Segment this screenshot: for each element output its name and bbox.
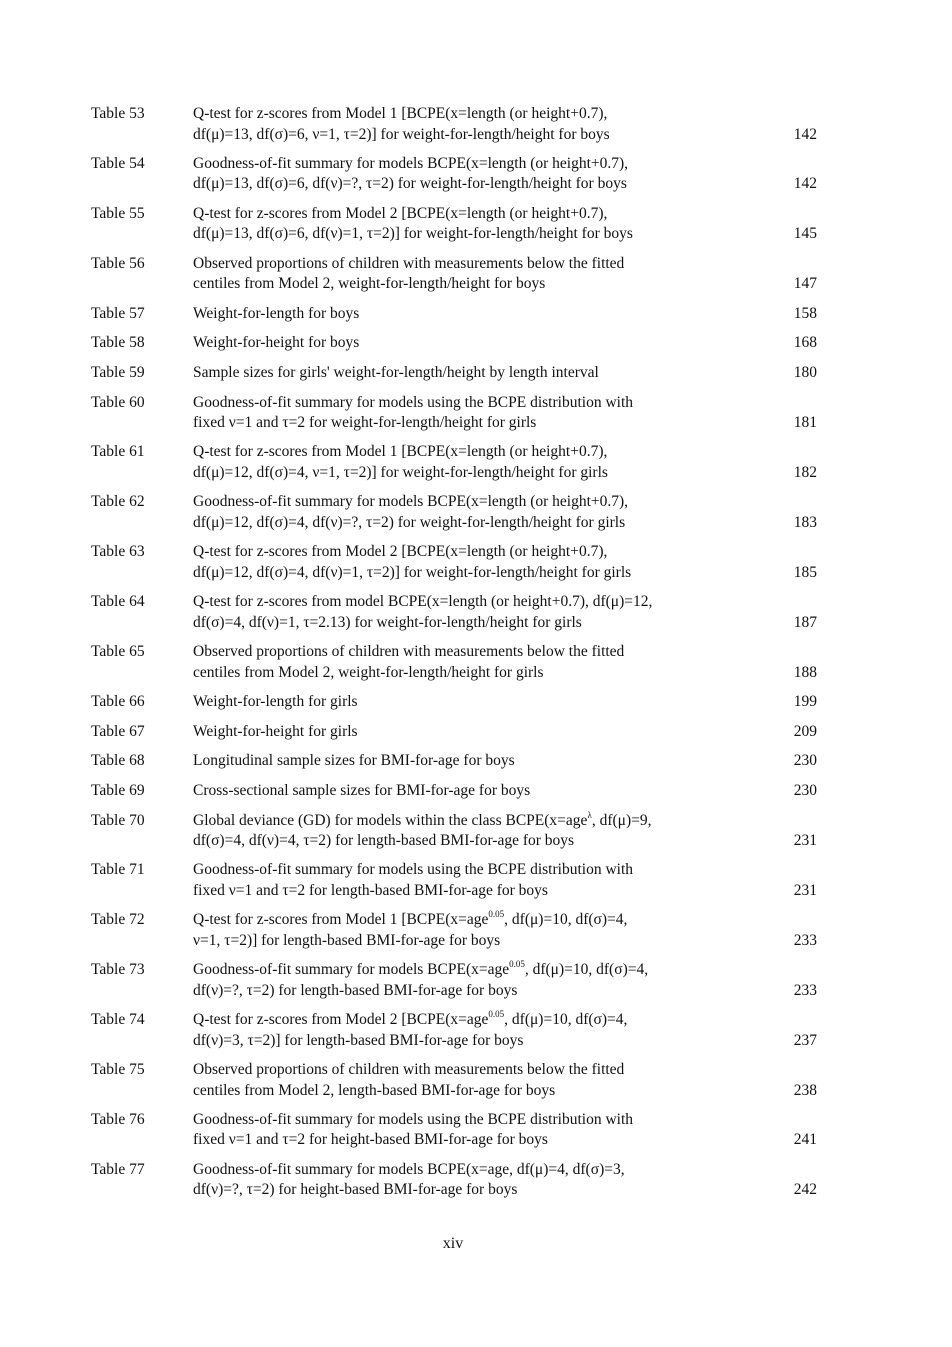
table-title bbox=[193, 333, 753, 354]
table-title-line: Weight-for-height for girls bbox=[193, 722, 358, 740]
toc-entry bbox=[91, 304, 831, 325]
table-title-line: Goodness-of-fit summary for models using the BCPE distribution with bbox=[193, 393, 634, 411]
table-title bbox=[193, 254, 753, 295]
toc-entry bbox=[91, 910, 831, 951]
table-title bbox=[193, 860, 753, 901]
toc-entry bbox=[91, 442, 831, 483]
table-title-line: Goodness-of-fit summary for models BCPE(x=length (or height+0.7), bbox=[193, 154, 629, 172]
table-title-line: fixed ν=1 and τ=2 for weight-for-length/height for girls bbox=[193, 414, 537, 432]
table-label: Table 71 bbox=[91, 861, 145, 879]
table-title-line: Longitudinal sample sizes for BMI-for-age for boys bbox=[193, 752, 515, 770]
page-reference: 180 bbox=[793, 363, 817, 381]
toc-entry bbox=[91, 1110, 831, 1151]
page-reference: 181 bbox=[793, 414, 817, 432]
page-reference: 187 bbox=[793, 613, 817, 631]
table-title bbox=[193, 1160, 753, 1201]
table-label: Table 74 bbox=[91, 1011, 145, 1029]
table-title bbox=[193, 363, 753, 384]
table-label: Table 77 bbox=[91, 1160, 145, 1178]
page-reference: 238 bbox=[793, 1081, 817, 1099]
table-title-line: df(ν)=?, τ=2) for length-based BMI-for-age for boys bbox=[193, 981, 518, 999]
toc-entry bbox=[91, 1160, 831, 1201]
table-title bbox=[193, 1110, 753, 1151]
table-label: Table 67 bbox=[91, 722, 145, 740]
table-label: Table 59 bbox=[91, 363, 145, 381]
page-reference: 182 bbox=[793, 464, 817, 482]
page-reference: 168 bbox=[793, 334, 817, 352]
table-title-line: df(μ)=12, df(σ)=4, df(ν)=?, τ=2) for weight-for-length/height for girls bbox=[193, 513, 626, 531]
table-title-line: fixed ν=1 and τ=2 for length-based BMI-for-age for boys bbox=[193, 882, 548, 900]
table-title-line: df(μ)=12, df(σ)=4, ν=1, τ=2)] for weight-for-length/height for girls bbox=[193, 464, 608, 482]
page-reference: 233 bbox=[793, 931, 817, 949]
toc-entry bbox=[91, 492, 831, 533]
table-label: Table 60 bbox=[91, 393, 145, 411]
page-reference: 142 bbox=[793, 125, 817, 143]
table-title-line: Q-test for z-scores from Model 2 [BCPE(x=length (or height+0.7), bbox=[193, 204, 608, 222]
toc-entry bbox=[91, 751, 831, 772]
table-title-line: Goodness-of-fit summary for models BCPE(x=length (or height+0.7), bbox=[193, 493, 629, 511]
toc-entry bbox=[91, 860, 831, 901]
table-label: Table 63 bbox=[91, 543, 145, 561]
toc-entry bbox=[91, 811, 831, 852]
table-label: Table 68 bbox=[91, 752, 145, 770]
table-title bbox=[193, 1060, 753, 1101]
page-reference: 147 bbox=[793, 275, 817, 293]
page-reference: 230 bbox=[793, 752, 817, 770]
table-title-line: Goodness-of-fit summary for models BCPE(x=age, df(μ)=4, df(σ)=3, bbox=[193, 1160, 625, 1178]
table-label: Table 73 bbox=[91, 961, 145, 979]
table-title-line: Weight-for-height for boys bbox=[193, 334, 360, 352]
table-title bbox=[193, 542, 753, 583]
table-title-line: Global deviance (GD) for models within the class BCPE(x=age$^\lambda$, df(μ)=9, bbox=[193, 809, 652, 829]
table-title-line: df(μ)=13, df(σ)=6, df(ν)=1, τ=2)] for weight-for-length/height for boys bbox=[193, 225, 633, 243]
table-title bbox=[193, 204, 753, 245]
table-title bbox=[193, 722, 753, 743]
table-title-line: df(μ)=13, df(σ)=6, ν=1, τ=2)] for weight-for-length/height for boys bbox=[193, 125, 610, 143]
page-reference: 183 bbox=[793, 513, 817, 531]
table-label: Table 64 bbox=[91, 593, 145, 611]
table-title bbox=[193, 492, 753, 533]
table-title-line: Goodness-of-fit summary for models using the BCPE distribution with bbox=[193, 1110, 634, 1128]
table-title-line: Observed proportions of children with measurements below the fitted bbox=[193, 254, 625, 272]
table-title-line: fixed ν=1 and τ=2 for height-based BMI-for-age for boys bbox=[193, 1131, 548, 1149]
table-title-line: Q-test for z-scores from model BCPE(x=length (or height+0.7), df(μ)=12, bbox=[193, 593, 653, 611]
table-title-line: ν=1, τ=2)] for length-based BMI-for-age for boys bbox=[193, 931, 501, 949]
toc-entry bbox=[91, 154, 831, 195]
toc-entry bbox=[91, 363, 831, 384]
table-title-line: Weight-for-length for girls bbox=[193, 692, 358, 710]
table-title bbox=[193, 393, 753, 434]
table-label: Table 58 bbox=[91, 334, 145, 352]
table-title-line: Q-test for z-scores from Model 1 [BCPE(x=age$^{0.05}$, df(μ)=10, df(σ)=4, bbox=[193, 909, 628, 929]
table-label: Table 66 bbox=[91, 692, 145, 710]
page-reference: 199 bbox=[793, 692, 817, 710]
superscript: 0.05 bbox=[488, 1009, 505, 1020]
table-label: Table 57 bbox=[91, 304, 145, 322]
table-title bbox=[193, 154, 753, 195]
table-title-line: df(σ)=4, df(ν)=4, τ=2) for length-based BMI-for-age for boys bbox=[193, 832, 575, 850]
page-reference: 188 bbox=[793, 663, 817, 681]
table-label: Table 54 bbox=[91, 154, 145, 172]
toc-entry bbox=[91, 204, 831, 245]
table-title-line: centiles from Model 2, length-based BMI-for-age for boys bbox=[193, 1081, 556, 1099]
page-reference: 233 bbox=[793, 981, 817, 999]
table-title-line: df(μ)=12, df(σ)=4, df(ν)=1, τ=2)] for weight-for-length/height for girls bbox=[193, 563, 632, 581]
table-label: Table 76 bbox=[91, 1110, 145, 1128]
table-label: Table 61 bbox=[91, 443, 145, 461]
page-reference: 241 bbox=[793, 1131, 817, 1149]
table-label: Table 75 bbox=[91, 1060, 145, 1078]
table-title bbox=[193, 442, 753, 483]
table-title-line: Sample sizes for girls' weight-for-length/height by length interval bbox=[193, 363, 599, 381]
page-reference: 209 bbox=[793, 722, 817, 740]
page-reference: 231 bbox=[793, 832, 817, 850]
table-title-line: Q-test for z-scores from Model 1 [BCPE(x=length (or height+0.7), bbox=[193, 105, 608, 122]
toc-entry bbox=[91, 692, 831, 713]
table-label: Table 55 bbox=[91, 204, 145, 222]
page-reference: 242 bbox=[793, 1181, 817, 1199]
table-title-line: Q-test for z-scores from Model 2 [BCPE(x=length (or height+0.7), bbox=[193, 543, 608, 561]
table-title-line: Cross-sectional sample sizes for BMI-for-age for boys bbox=[193, 781, 531, 799]
table-title-line: df(μ)=13, df(σ)=6, df(ν)=?, τ=2) for weight-for-length/height for boys bbox=[193, 175, 627, 193]
page-reference: 145 bbox=[793, 225, 817, 243]
table-title-line: df(ν)=3, τ=2)] for length-based BMI-for-age for boys bbox=[193, 1031, 524, 1049]
superscript: 0.05 bbox=[488, 909, 505, 920]
list-of-tables bbox=[91, 104, 831, 1210]
table-title bbox=[193, 642, 753, 683]
table-title-line: centiles from Model 2, weight-for-length/height for boys bbox=[193, 275, 546, 293]
toc-entry bbox=[91, 592, 831, 633]
toc-entry bbox=[91, 104, 831, 145]
table-label: Table 65 bbox=[91, 642, 145, 660]
page-reference: 185 bbox=[793, 563, 817, 581]
table-title-line: Goodness-of-fit summary for models using the BCPE distribution with bbox=[193, 861, 634, 879]
table-label: Table 53 bbox=[91, 105, 145, 122]
toc-entry bbox=[91, 333, 831, 354]
toc-entry bbox=[91, 960, 831, 1001]
table-title-line: Q-test for z-scores from Model 2 [BCPE(x=age$^{0.05}$, df(μ)=10, df(σ)=4, bbox=[193, 1009, 628, 1029]
table-title bbox=[193, 1010, 753, 1051]
table-title bbox=[193, 751, 753, 772]
table-title-line: Observed proportions of children with measurements below the fitted bbox=[193, 642, 625, 660]
table-label: Table 62 bbox=[91, 493, 145, 511]
table-title bbox=[193, 910, 753, 951]
toc-entry bbox=[91, 1010, 831, 1051]
table-title bbox=[193, 592, 753, 633]
table-title-line: Q-test for z-scores from Model 1 [BCPE(x=length (or height+0.7), bbox=[193, 443, 608, 461]
page-reference: 230 bbox=[793, 781, 817, 799]
table-title bbox=[193, 304, 753, 325]
superscript: 0.05 bbox=[509, 959, 525, 970]
table-label: Table 70 bbox=[91, 811, 145, 829]
superscript: λ bbox=[587, 809, 592, 820]
page-reference: 237 bbox=[793, 1031, 817, 1049]
table-title bbox=[193, 811, 753, 852]
toc-entry bbox=[91, 1060, 831, 1101]
table-title bbox=[193, 781, 753, 802]
table-title bbox=[193, 104, 753, 145]
table-title-line: Observed proportions of children with measurements below the fitted bbox=[193, 1060, 625, 1078]
toc-entry bbox=[91, 722, 831, 743]
table-title bbox=[193, 960, 753, 1001]
table-label: Table 72 bbox=[91, 911, 145, 929]
toc-entry bbox=[91, 254, 831, 295]
toc-entry bbox=[91, 542, 831, 583]
table-title-line: df(σ)=4, df(ν)=1, τ=2.13) for weight-for-length/height for girls bbox=[193, 613, 582, 631]
page-reference: 142 bbox=[793, 175, 817, 193]
table-title-line: Goodness-of-fit summary for models BCPE(x=age$^{0.05}$, df(μ)=10, df(σ)=4, bbox=[193, 959, 649, 979]
table-label: Table 56 bbox=[91, 254, 145, 272]
table-label: Table 69 bbox=[91, 781, 145, 799]
page-number: xiv bbox=[442, 1235, 464, 1252]
table-title-line: Weight-for-length for boys bbox=[193, 304, 360, 322]
page-reference: 158 bbox=[793, 304, 817, 322]
toc-entry bbox=[91, 393, 831, 434]
page-reference: 231 bbox=[793, 882, 817, 900]
toc-entry bbox=[91, 781, 831, 802]
table-title bbox=[193, 692, 753, 713]
table-title-line: centiles from Model 2, weight-for-length/height for girls bbox=[193, 663, 544, 681]
table-title-line: df(ν)=?, τ=2) for height-based BMI-for-age for boys bbox=[193, 1181, 518, 1199]
toc-entry bbox=[91, 642, 831, 683]
